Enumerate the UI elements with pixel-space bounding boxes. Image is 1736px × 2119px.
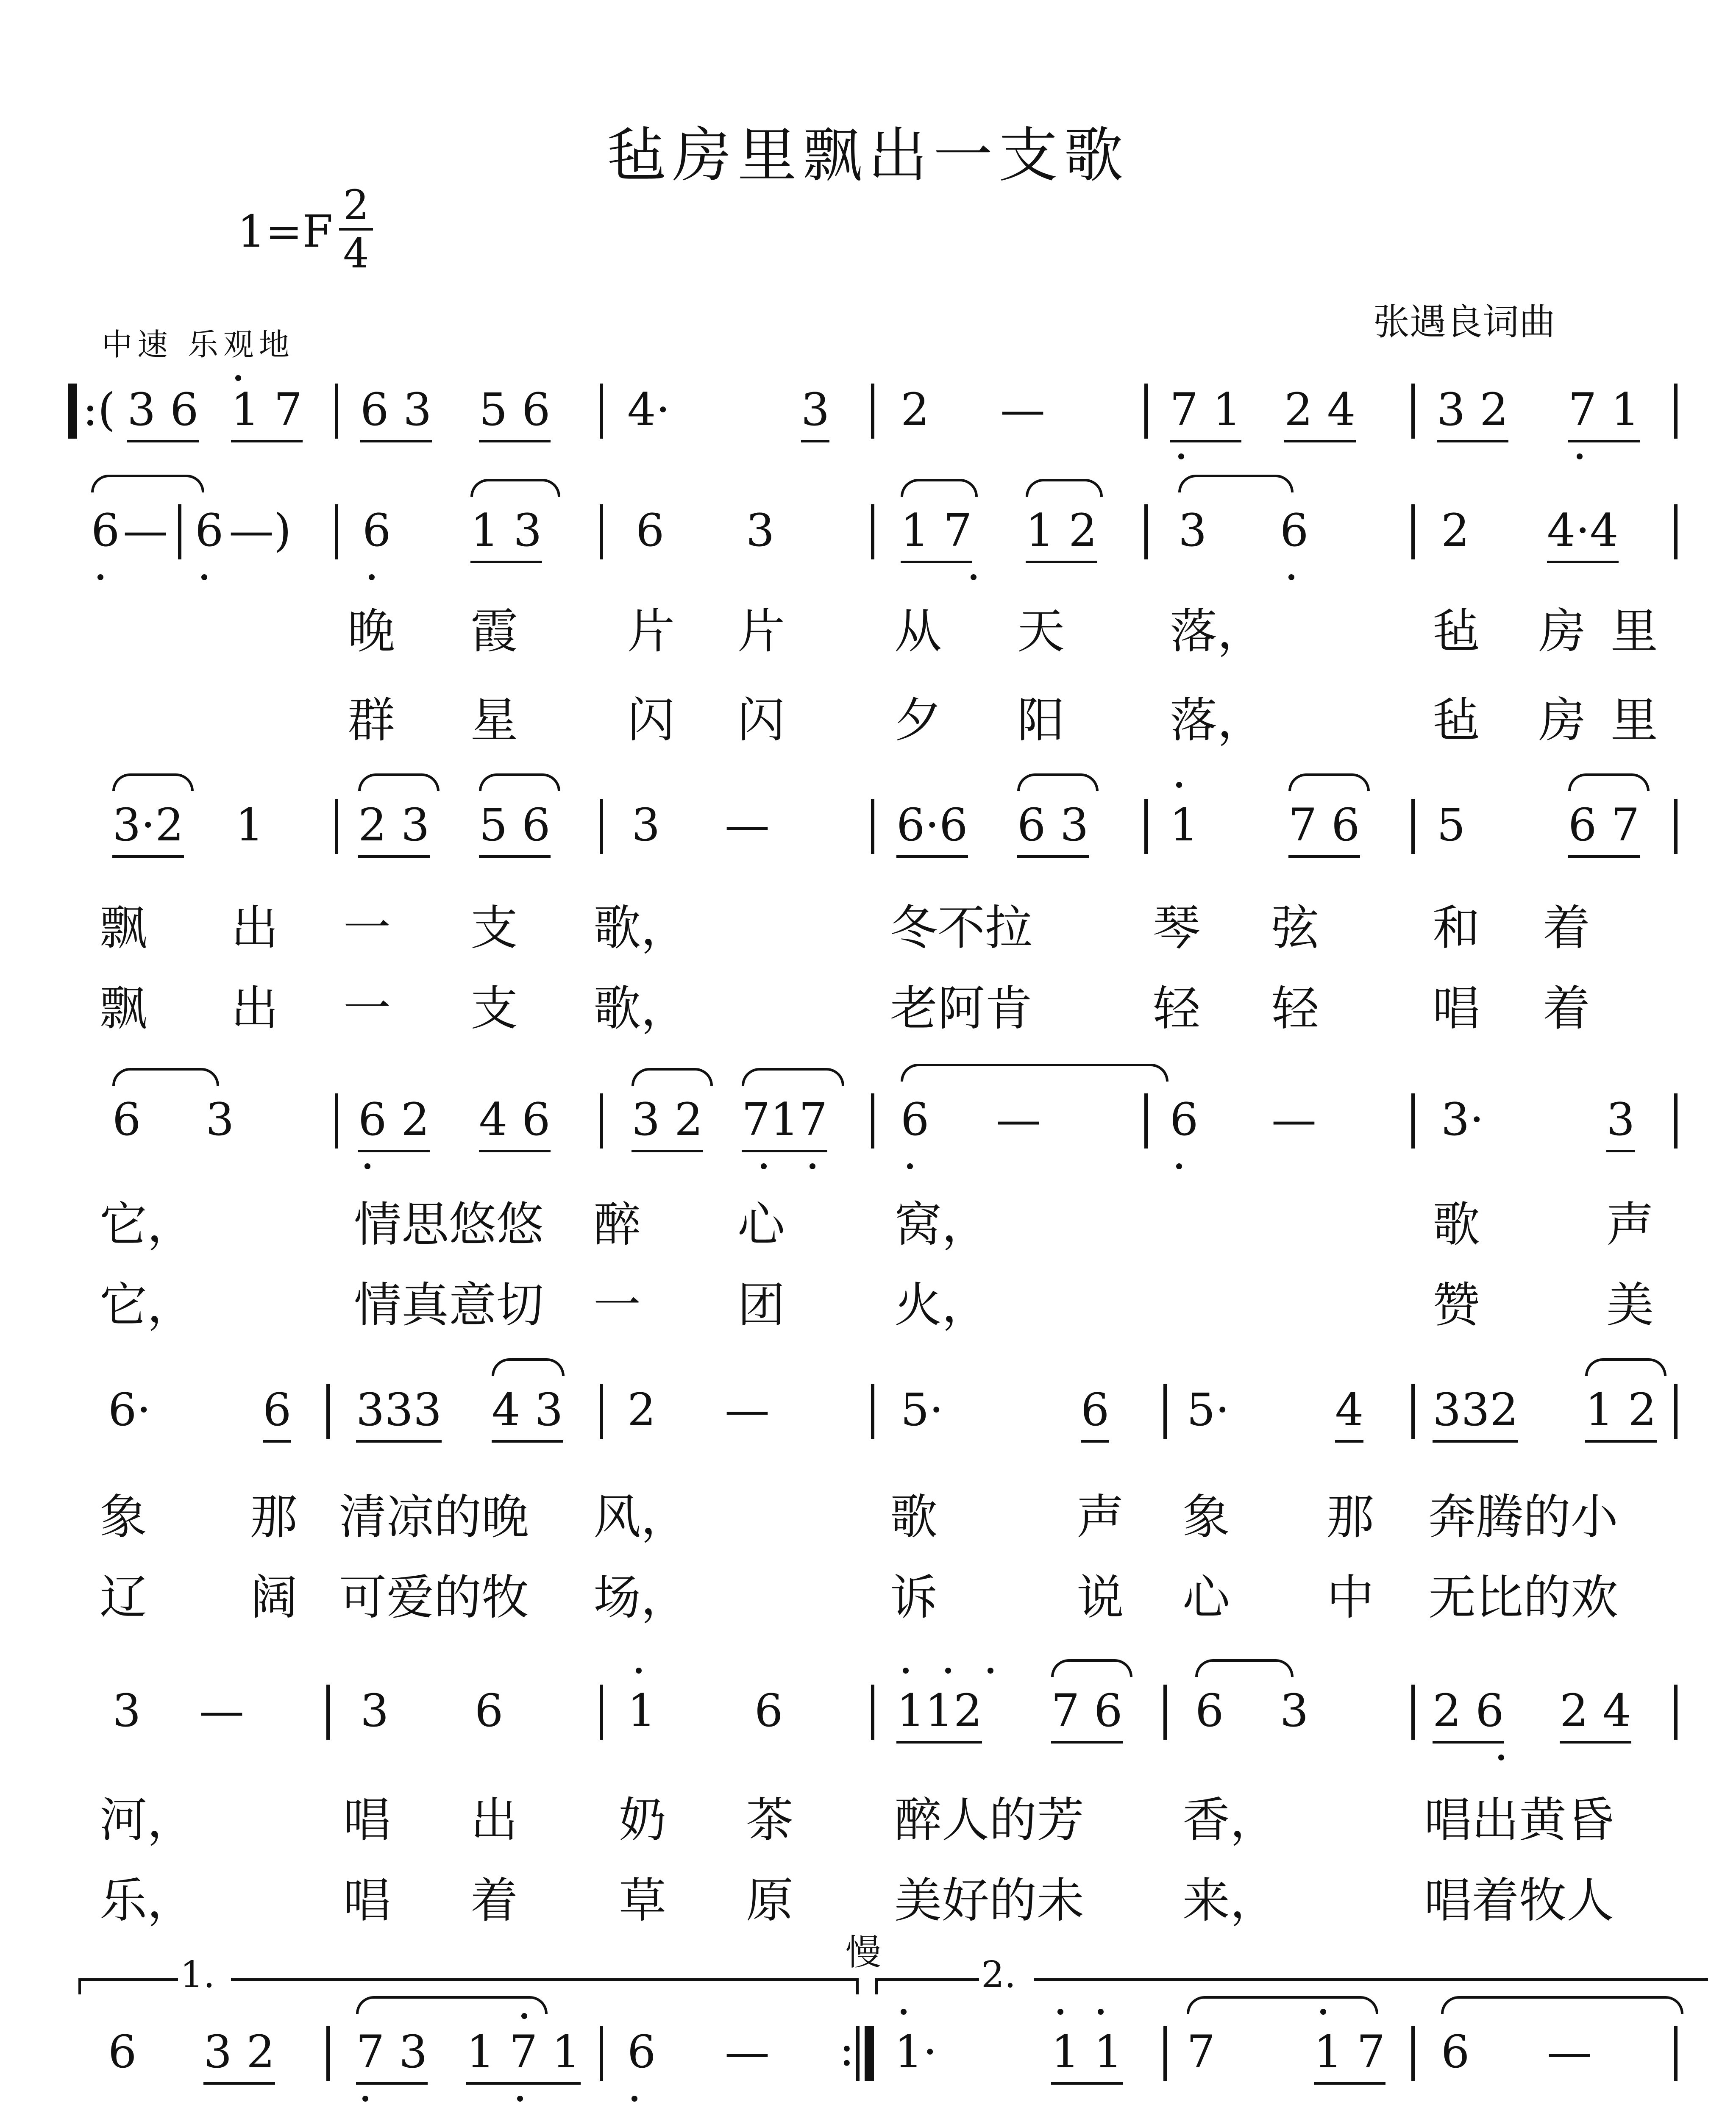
note-group: 2 6 — [1433, 1685, 1504, 1744]
note-group: 3 2 — [1437, 384, 1508, 442]
lyric: 唱 — [343, 1793, 391, 1848]
note-group: 1 2 — [1026, 504, 1097, 563]
lyric: 轻 — [1271, 981, 1319, 1036]
note-group: 7 3 — [356, 2026, 428, 2085]
volta-1-end — [856, 1978, 859, 1994]
lyric: 乐， — [100, 1873, 195, 1928]
lyric: 房 — [1538, 693, 1586, 748]
time-top: 2 — [343, 181, 369, 229]
lyric: 毡 — [1433, 693, 1480, 748]
lyric: 落， — [1170, 693, 1265, 748]
note-group: 2 4 — [1560, 1685, 1631, 1744]
lyric: 醉人的芳 — [894, 1793, 1084, 1848]
lyric: 里 — [1611, 693, 1658, 748]
note-group: 1 7 — [901, 504, 972, 563]
lyric: 着 — [470, 1873, 518, 1928]
volta-1-line — [78, 1978, 178, 1981]
lyric: 醉 — [593, 1197, 641, 1252]
note: 5· — [901, 1384, 944, 1436]
note-group: 2 — [901, 384, 929, 436]
lyric: 火， — [894, 1278, 989, 1333]
note: 3 — [206, 1093, 234, 1146]
note: 6 — [636, 504, 665, 556]
note-group: 1 2 — [1585, 1384, 1657, 1443]
lyric: 歌， — [593, 901, 688, 956]
note-group: 3 — [801, 384, 829, 442]
lyric: 情真意切 — [354, 1278, 544, 1333]
lyric: 那 — [1327, 1490, 1374, 1545]
lyric: 团 — [737, 1278, 785, 1333]
lyric: 奔腾的小 — [1428, 1490, 1618, 1545]
note: 6 — [1280, 504, 1309, 556]
lyric: 冬不拉 — [890, 901, 1032, 956]
note: 6 — [91, 504, 120, 556]
note-group: 1 1 — [1051, 2026, 1123, 2085]
note-group: — — [1000, 384, 1045, 436]
lyric: 和 — [1433, 901, 1480, 956]
lyric: 清凉的晚 — [339, 1490, 529, 1545]
lyric: 轻 — [1153, 981, 1200, 1036]
note: 6 — [362, 504, 391, 556]
repeat-end-sign: : — [839, 2024, 854, 2076]
lyric: 美 — [1606, 1278, 1654, 1333]
lyric: 群 — [348, 693, 395, 748]
lyric: 象 — [1182, 1490, 1230, 1545]
note: — — [725, 2026, 770, 2078]
lyric: 一 — [343, 901, 391, 956]
lyric: 天 — [1017, 604, 1065, 659]
lyric: 诉 — [890, 1570, 938, 1625]
lyric: 原 — [746, 1873, 793, 1928]
lyric: 琴 — [1153, 901, 1200, 956]
note: 3 — [112, 1685, 141, 1737]
note: 5 — [1437, 799, 1466, 851]
note-group: 2 4 — [1284, 384, 1356, 442]
lyric: 弦 — [1271, 901, 1319, 956]
song-title: 毡房里飘出一支歌 — [606, 121, 1129, 190]
note-group: 1 7 — [231, 384, 303, 442]
lyric: 说 — [1077, 1570, 1124, 1625]
note-group: 6 3 — [1017, 799, 1089, 858]
lyric: 唱着牧人 — [1424, 1873, 1614, 1928]
lyric: 晚 — [348, 604, 395, 659]
note-group: 5 6 — [479, 384, 551, 442]
note: 1 — [1170, 799, 1199, 851]
note-group: 4 6 — [479, 1093, 551, 1152]
lyric: 心 — [1182, 1570, 1230, 1625]
note: 3· — [1441, 1093, 1484, 1146]
lyric: 它， — [100, 1278, 195, 1333]
note-group: 4·4 — [1547, 504, 1619, 563]
volta-1-label: 1. — [180, 1954, 215, 1996]
lyric: 从 — [894, 604, 942, 659]
note-group: 7 6 — [1051, 1685, 1123, 1744]
note: 6 — [112, 1093, 141, 1146]
lyric: 房 — [1538, 604, 1586, 659]
note-group: 4· — [627, 384, 670, 436]
note: — — [199, 1685, 244, 1737]
lyric: 窝， — [894, 1197, 989, 1252]
lyric: 支 — [470, 981, 518, 1036]
lyric: 那 — [250, 1490, 298, 1545]
lyric: 河， — [100, 1793, 195, 1848]
note-group: 6 2 — [358, 1093, 430, 1152]
note: 6 — [195, 504, 224, 556]
lyric: 心 — [737, 1197, 785, 1252]
note-group: 1 7 — [1314, 2026, 1385, 2085]
lyric: 美好的未 — [894, 1873, 1084, 1928]
note: — — [123, 504, 168, 556]
lyric: 片 — [737, 604, 785, 659]
note: 2 — [1441, 504, 1470, 556]
lyric: 出 — [231, 901, 278, 956]
note: — — [725, 799, 770, 851]
lyric: 唱 — [1433, 981, 1480, 1036]
note: 6 — [1081, 1384, 1109, 1443]
volta-1-edge — [78, 1978, 81, 1994]
lyric: 无比的欢 — [1428, 1570, 1618, 1625]
volta-1-line — [231, 1978, 856, 1981]
volta-2-label: 2. — [981, 1954, 1016, 1996]
lyric: 阳 — [1017, 693, 1065, 748]
lyric: 辽 — [100, 1570, 147, 1625]
lyric: 飘 — [100, 901, 147, 956]
note: 3 — [746, 504, 775, 556]
note-group: 2 3 — [358, 799, 430, 858]
note-group: 333 — [356, 1384, 442, 1443]
lyric: 飘 — [100, 981, 147, 1036]
lyric: 着 — [1543, 981, 1590, 1036]
note-group: 112 — [896, 1685, 982, 1744]
lyric: 奶 — [619, 1793, 666, 1848]
note: 3 — [1280, 1685, 1309, 1737]
lyric: 来， — [1182, 1873, 1277, 1928]
note-group: 7 1 — [1170, 384, 1241, 442]
note-group: 7 1 — [1568, 384, 1640, 442]
note: 3 — [632, 799, 660, 851]
note-group: 6·6 — [896, 799, 968, 858]
note: 3 — [1606, 1093, 1635, 1152]
lyric: 它， — [100, 1197, 195, 1252]
tempo-marking: 中速 乐观地 — [102, 327, 295, 362]
note-group: 3 2 — [632, 1093, 703, 1152]
note: 6 — [901, 1093, 929, 1146]
lyric: 霞 — [470, 604, 518, 659]
note: 5· — [1187, 1384, 1230, 1436]
note: 6 — [627, 2026, 656, 2078]
note-group: 1 3 — [470, 504, 542, 563]
note: 4 — [1335, 1384, 1363, 1443]
note: 6 — [1170, 1093, 1199, 1146]
lyric: 香， — [1182, 1793, 1277, 1848]
lyric: 闪 — [627, 693, 675, 748]
lyric: 一 — [343, 981, 391, 1036]
note: — — [996, 1093, 1041, 1146]
lyric: 夕 — [894, 693, 942, 748]
note: 6 — [1195, 1685, 1224, 1737]
volta-2-line — [875, 1978, 979, 1981]
note-group: 717 — [742, 1093, 827, 1152]
lyric: 声 — [1606, 1197, 1654, 1252]
lyric: 里 — [1611, 604, 1658, 659]
note-group: 7 6 — [1288, 799, 1360, 858]
lyric: 赞 — [1433, 1278, 1480, 1333]
note: 3 — [360, 1685, 389, 1737]
lyric: 阔 — [250, 1570, 298, 1625]
note-group: 3·2 — [112, 799, 184, 858]
note-group: 332 — [1433, 1384, 1518, 1443]
note: — — [1547, 2026, 1592, 2078]
time-bottom: 4 — [343, 230, 369, 277]
lyric: 片 — [627, 604, 675, 659]
composer-credit: 张遇良词曲 — [1373, 301, 1555, 343]
note: 6 — [1441, 2026, 1470, 2078]
key-signature: 1=F — [237, 206, 333, 257]
note-group: 6 7 — [1568, 799, 1640, 858]
volta-2-line — [1034, 1978, 1708, 1981]
note: 6· — [108, 1384, 151, 1436]
tempo-slow-mark: 慢 — [846, 1932, 882, 1973]
note: 2 — [627, 1384, 656, 1436]
lyric: 场， — [593, 1570, 688, 1625]
lyric: 风， — [593, 1490, 688, 1545]
lyric: 闪 — [737, 693, 785, 748]
lyric: 毡 — [1433, 604, 1480, 659]
lyric: 茶 — [746, 1793, 793, 1848]
time-signature — [339, 182, 373, 276]
lyric: 中 — [1327, 1570, 1374, 1625]
note-group: 4 3 — [492, 1384, 563, 1443]
note-group: 6 3 — [360, 384, 432, 442]
note: 6 — [754, 1685, 783, 1737]
lyric: 可爱的牧 — [339, 1570, 529, 1625]
note-group: 5 6 — [479, 799, 551, 858]
lyric: 象 — [100, 1490, 147, 1545]
lyric: 老阿肯 — [890, 981, 1032, 1036]
note: — — [725, 1384, 770, 1436]
note-group: 3 2 — [203, 2026, 275, 2085]
note: 1· — [894, 2026, 938, 2078]
lyric: 出 — [231, 981, 278, 1036]
lyric: 歌 — [890, 1490, 938, 1545]
lyric: 星 — [470, 693, 518, 748]
lyric: 落， — [1170, 604, 1265, 659]
note: 1 — [235, 799, 264, 851]
lyric: 唱出黄昏 — [1424, 1793, 1614, 1848]
note-group: :( — [83, 384, 116, 436]
note-group: 3 6 — [127, 384, 199, 442]
lyric: 支 — [470, 901, 518, 956]
note-group: 1 7 1 — [466, 2026, 581, 2085]
lyric: 歌， — [593, 981, 688, 1036]
note: 3 — [1178, 504, 1207, 556]
note: — — [1271, 1093, 1316, 1146]
note: 6 — [108, 2026, 137, 2078]
note: 6 — [475, 1685, 504, 1737]
lyric: 唱 — [343, 1873, 391, 1928]
note: 6 — [263, 1384, 291, 1443]
lyric: 声 — [1077, 1490, 1124, 1545]
lyric: 着 — [1543, 901, 1590, 956]
note: 1 — [627, 1685, 656, 1737]
lyric: 歌 — [1433, 1197, 1480, 1252]
lyric: 情思悠悠 — [354, 1197, 544, 1252]
lyric: 出 — [470, 1793, 518, 1848]
lyric: 一 — [593, 1278, 641, 1333]
note: —) — [229, 504, 292, 556]
note: 7 — [1187, 2026, 1216, 2078]
lyric: 草 — [619, 1873, 666, 1928]
